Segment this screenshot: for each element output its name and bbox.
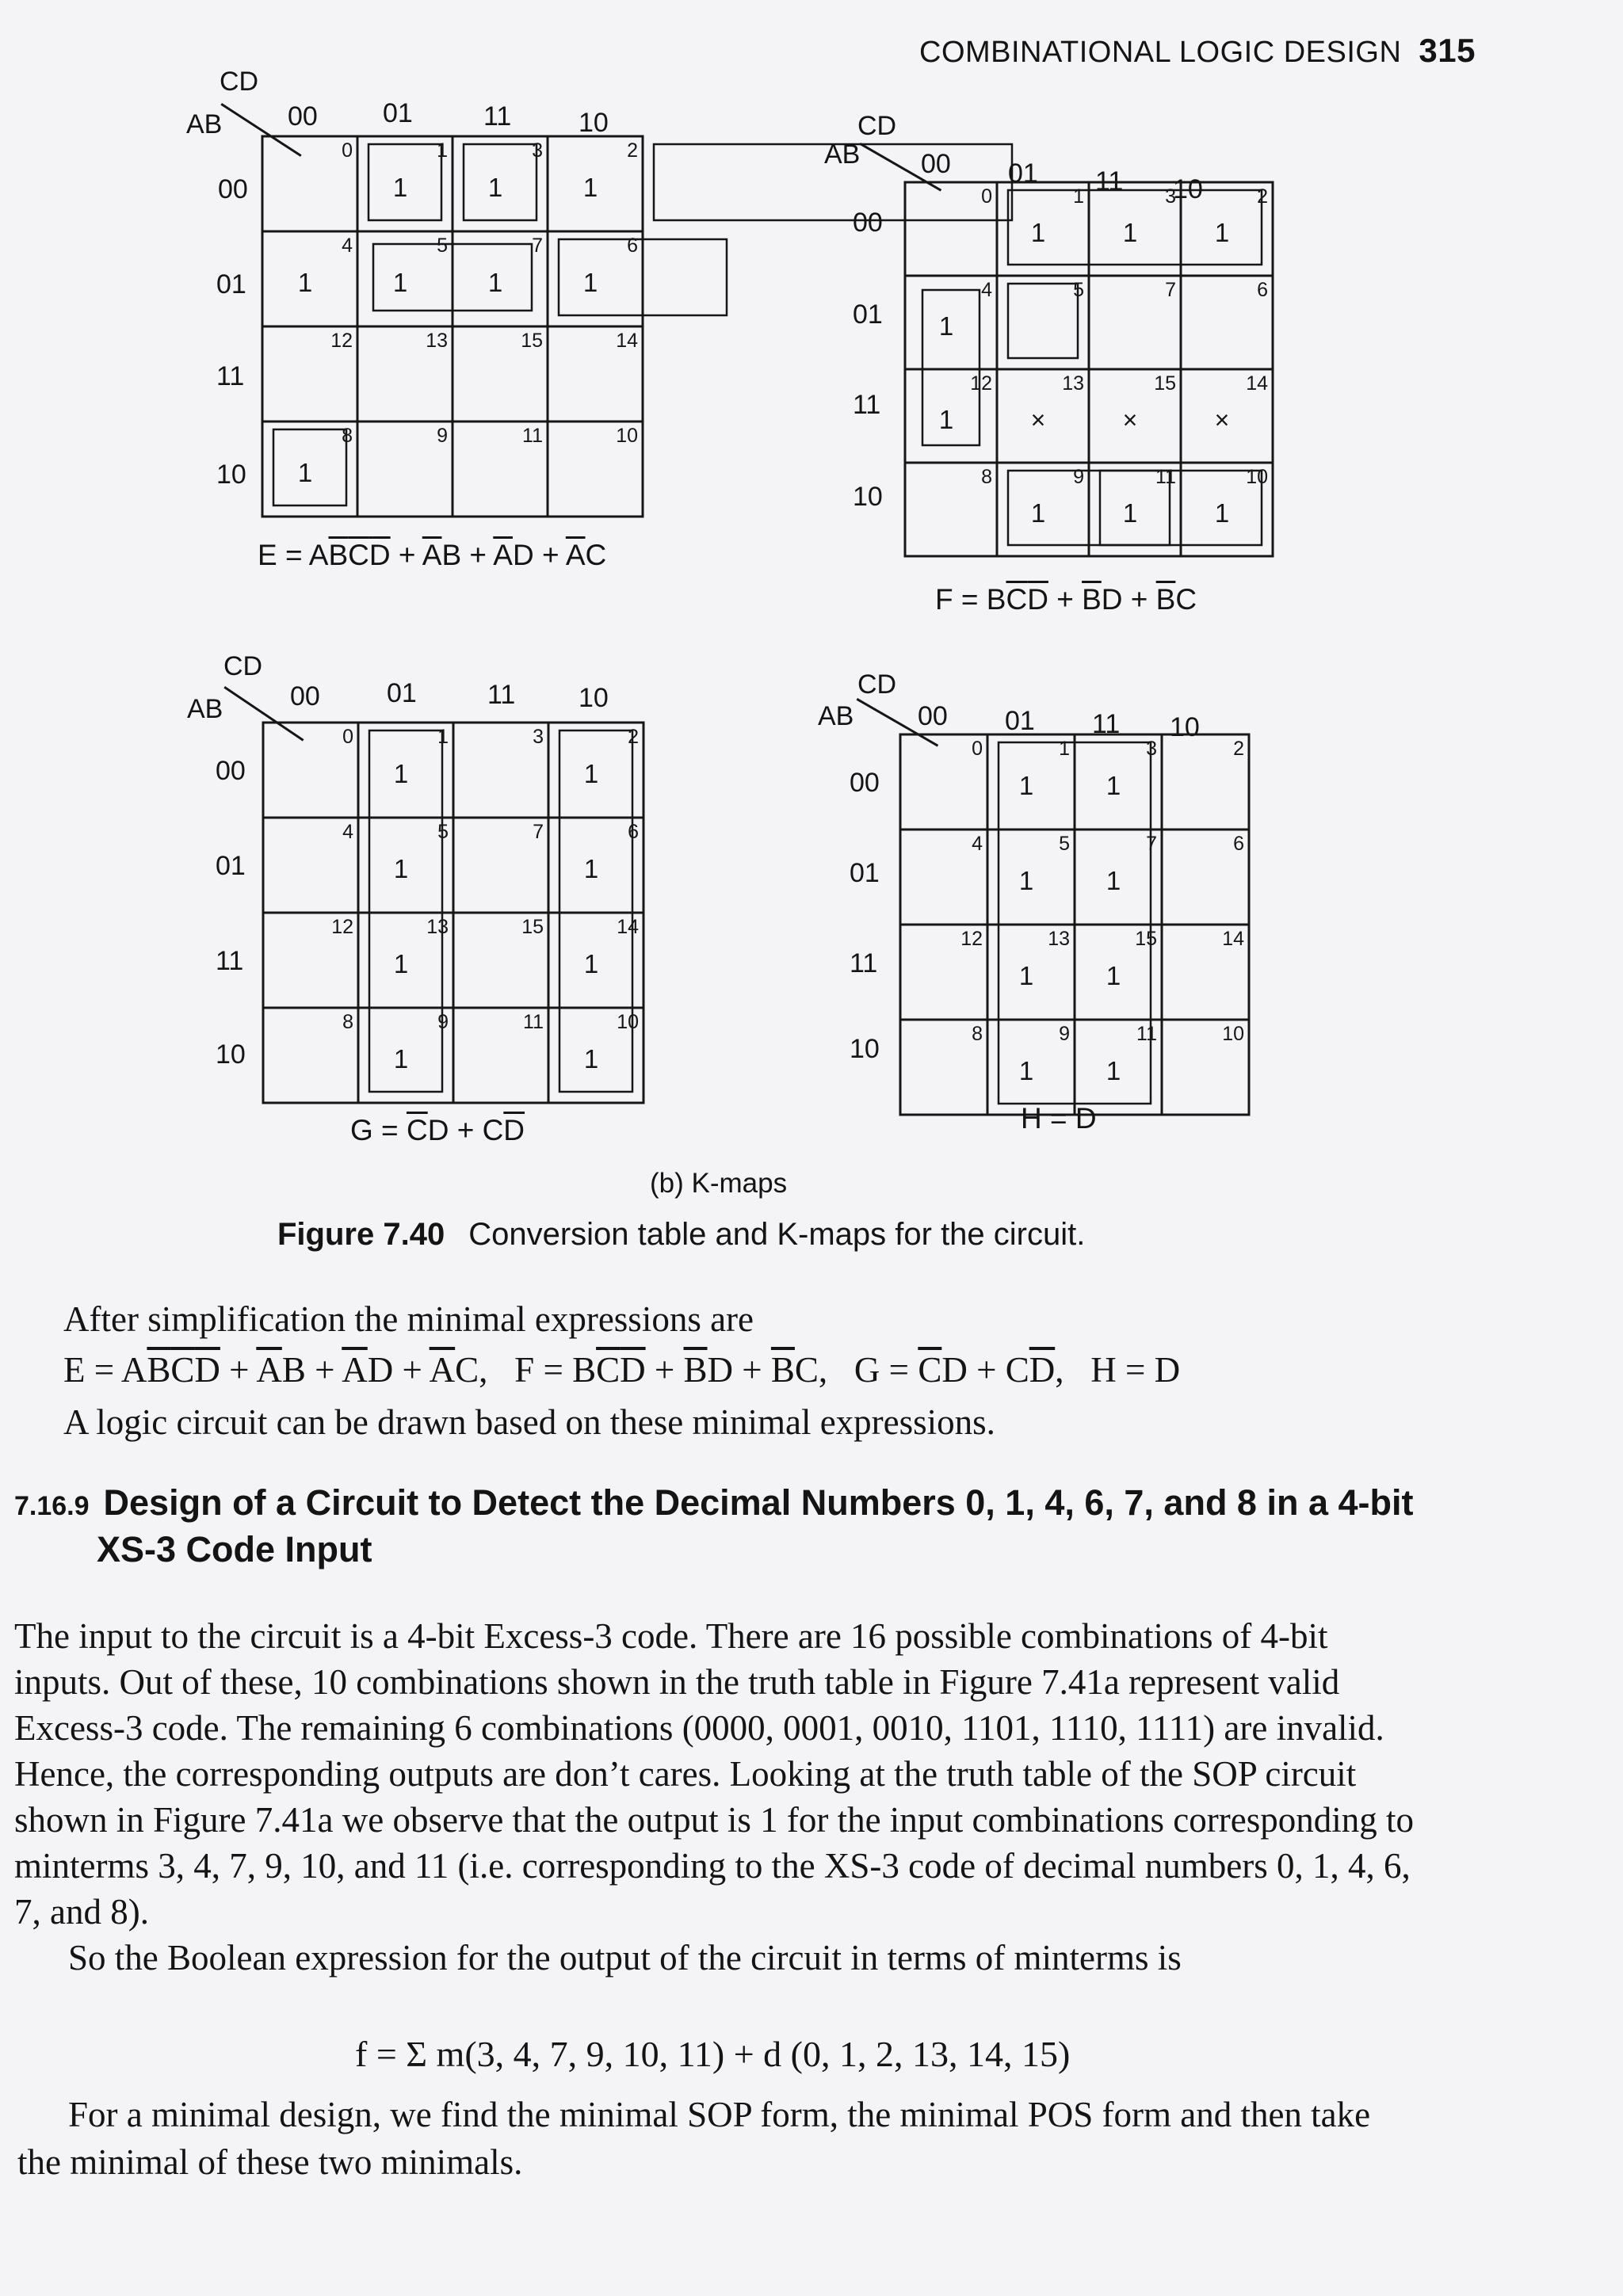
kmap-row-var: AB [186,109,223,139]
kmap-cell-index: 15 [521,330,543,352]
kmap-col-var: CD [857,111,897,141]
kmap-cell-index: 6 [1257,279,1268,301]
minterm-formula: f = Σ m(3, 4, 7, 9, 10, 11) + d (0, 1, 2, 13, 14, 15) [355,2034,1071,2074]
body-paragraph [14,1613,1441,1981]
section-heading [14,1480,1413,1573]
kmap-row-var: AB [187,694,223,724]
kmap-group-loop [1008,284,1078,358]
kmap-cell-index: 8 [342,425,353,447]
figure-caption [277,1217,1085,1253]
body-line: Excess-3 code. The remaining 6 combinations (0000, 0001, 0010, 1101, 1110, 1111) are invalid. [14,1708,1384,1748]
kmap-row-label: 01 [853,299,883,330]
kmap-cell-value: 1 [1122,498,1138,528]
kmap-cell-value: 1 [1018,866,1034,895]
kmap-cell-index: 9 [437,1011,449,1033]
kmap-cell-index: 5 [1073,279,1084,301]
kmap-cell-value: 1 [583,854,599,883]
kmap-col-label: 01 [1005,706,1035,736]
kmap-cell-value: 1 [1018,771,1034,800]
kmap-h [816,662,1308,1153]
kmap-cell-index: 6 [1233,833,1244,855]
dont-care-mark: × [1122,406,1138,434]
kmap-cell-index: 9 [437,425,448,447]
page-footer [0,2212,1623,2296]
page-number: 315 [1419,32,1476,69]
kmap-cell-value: 1 [1106,961,1121,990]
kmap-cell-index: 2 [1257,185,1268,208]
kmap-cell-index: 11 [1155,466,1176,488]
kmap-row-label: 11 [216,361,245,391]
kmap-cell-value: 1 [392,268,408,297]
kmap-cell-index: 11 [1136,1023,1157,1045]
kmap-cell-index: 2 [628,726,639,748]
kmap-row-label: 10 [216,460,246,490]
kmap-cell-value: 1 [297,458,313,487]
kmap-row-label: 00 [853,208,883,238]
kmap-cell-index: 13 [1062,372,1084,395]
kmap-equation: $F = B\overline{C}\overline{D} + \overline{B}D + \overline{B}C$ [935,583,1197,616]
kmap-cell-value: 1 [938,311,954,341]
kmap-cell-index: 11 [523,1011,544,1033]
closing-line-1: For a minimal design, we find the minimal SOP form, the minimal POS form and then take [68,2095,1371,2134]
kmap-g [182,650,674,1157]
dont-care-mark: × [1214,406,1230,434]
kmap-cell-index: 10 [617,1011,639,1033]
kmap-cell-value: 1 [1106,1056,1121,1085]
kmap-cell-index: 3 [1146,738,1157,760]
kmap-f [816,103,1308,642]
kmap-cell-index: 0 [981,185,992,208]
header-title: COMBINATIONAL LOGIC DESIGN [919,36,1402,69]
kmap-cell-index: 6 [627,235,638,257]
kmap-cell-value: 1 [1030,218,1046,247]
kmap-cell-value: 1 [1106,866,1121,895]
kmap-grid [182,650,674,1157]
kmap-cell-index: 14 [617,916,639,938]
kmap-cell-value: 1 [1214,218,1230,247]
section-number: 7.16.9 [14,1491,90,1521]
kmap-row-label: 11 [853,390,881,420]
body-line: The input to the circuit is a 4-bit Excess-3 code. There are 16 possible combinations of 4-bit [14,1616,1328,1656]
kmap-equation: H = D [1021,1102,1097,1135]
kmap-cell-index: 15 [521,916,544,938]
kmap-cell-index: 1 [1073,185,1084,208]
kmap-cell-index: 12 [960,928,983,950]
kmap-cell-value: 1 [583,759,599,788]
kmap-cell-index: 4 [972,833,983,855]
kmap-cell-value: 1 [1106,771,1121,800]
kmap-e [178,63,670,586]
kmap-cell-value: 1 [582,173,598,202]
kmap-cell-index: 3 [533,726,544,748]
kmap-cell-index: 14 [1222,928,1244,950]
kmap-grid [816,662,1308,1153]
kmap-cell-index: 7 [532,235,543,257]
kmap-cell-value: 1 [393,759,409,788]
body-line: shown in Figure 7.41a we observe that the output is 1 for the input combinations corresponding to [14,1800,1414,1840]
kmap-cell-index: 7 [533,821,544,843]
closing-line-2: the minimal of these two minimals. [17,2142,523,2182]
kmap-cell-value: 1 [392,173,408,202]
kmap-cell-index: 3 [1165,185,1176,208]
kmap-col-label: 11 [1092,709,1121,739]
kmap-cell-index: 11 [522,425,543,447]
kmap-cell-index: 4 [342,821,353,843]
kmap-cell-index: 5 [437,821,449,843]
kmap-cell-index: 0 [342,139,353,162]
dont-care-mark: × [1030,406,1046,434]
kmap-cell-value: 1 [938,405,954,434]
kmap-cell-index: 14 [1246,372,1268,395]
kmap-cell-value: 1 [1018,1056,1034,1085]
kmap-cell-value: 1 [393,1044,409,1074]
kmap-col-label: 11 [483,101,512,132]
kmap-cell-value: 1 [583,949,599,978]
kmap-cell-index: 10 [1222,1023,1244,1045]
body-line: Hence, the corresponding outputs are don’t cares. Looking at the truth table of the SOP circuit [14,1754,1357,1794]
kmap-cell-index: 0 [342,726,353,748]
kmap-cell-index: 0 [972,738,983,760]
kmap-cell-value: 1 [393,854,409,883]
kmap-cell-value: 1 [393,949,409,978]
kmap-row-label: 10 [216,1039,246,1070]
kmap-cell-index: 1 [1059,738,1070,760]
kmap-cell-value: 1 [487,173,503,202]
simplification-closing: A logic circuit can be drawn based on these minimal expressions. [63,1402,995,1442]
figure-caption-text: Conversion table and K-maps for the circuit. [468,1217,1086,1252]
kmap-cell-index: 8 [342,1011,353,1033]
kmap-col-var: CD [220,67,259,97]
kmap-cell-index: 14 [616,330,638,352]
kmap-cell-index: 10 [616,425,638,447]
kmap-col-label: 10 [1173,174,1203,204]
kmap-cell-index: 2 [627,139,638,162]
kmap-col-label: 10 [1170,712,1200,742]
kmap-row-label: 00 [218,174,248,204]
kmap-cell-index: 10 [1246,466,1268,488]
section-title-line1: Design of a Circuit to Detect the Decimal Numbers 0, 1, 4, 6, 7, and 8 in a 4-bit [103,1482,1414,1523]
kmap-row-label: 01 [850,858,880,888]
kmap-cell-value: 1 [582,268,598,297]
kmap-cell-value: 1 [583,1044,599,1074]
kmap-cell-index: 9 [1073,466,1084,488]
body-line: inputs. Out of these, 10 combinations shown in the truth table in Figure 7.41a represent valid [14,1662,1340,1702]
kmap-cell-index: 5 [437,235,448,257]
kmap-col-var: CD [857,669,897,700]
kmap-col-label: 00 [918,701,948,731]
kmap-col-label: 10 [579,683,609,713]
section-title-line2: XS-3 Code Input [97,1528,372,1569]
body-line: So the Boolean expression for the output of the circuit in terms of minterms is [68,1938,1182,1978]
simplification-intro: After simplification the minimal expressions are [63,1299,754,1339]
kmap-col-label: 01 [1008,158,1038,189]
kmap-col-label: 00 [288,101,318,132]
kmap-cell-index: 6 [628,821,639,843]
kmap-col-var: CD [223,651,263,681]
figure-label: Figure 7.40 [277,1217,445,1252]
kmap-equation: $E = A\overline{B}\overline{C}\overline{D} + \overline{A}B + \overline{A}D + \overline{A}C$ [258,539,607,571]
kmap-row-label: 10 [850,1034,880,1064]
kmap-col-label: 00 [921,149,951,179]
kmap-cell-value: 1 [1122,218,1138,247]
kmap-col-label: 01 [387,678,417,708]
body-line: 7, and 8). [14,1892,149,1932]
body-line: minterms 3, 4, 7, 9, 10, and 11 (i.e. corresponding to the XS-3 code of decimal numbers 0, 1, 4, 6, [14,1846,1411,1886]
kmap-cell-index: 8 [981,466,992,488]
kmap-cell-value: 1 [1214,498,1230,528]
kmap-cell-index: 12 [331,916,353,938]
kmap-col-label: 00 [290,681,320,711]
kmap-equation: $G = \overline{C}D + C\overline{D}$ [350,1114,525,1146]
kmap-col-label: 11 [487,680,516,710]
kmap-row-var: AB [818,701,854,731]
kmap-grid [816,103,1308,642]
kmap-cell-value: 1 [1018,961,1034,990]
kmap-cell-index: 2 [1233,738,1244,760]
kmap-cell-index: 9 [1059,1023,1070,1045]
kmap-row-label: 00 [850,768,880,798]
kmap-cell-index: 15 [1135,928,1157,950]
kmap-cell-index: 7 [1165,279,1176,301]
kmap-cell-index: 7 [1146,833,1157,855]
kmap-row-label: 11 [850,948,878,978]
kmap-grid [178,63,670,586]
kmap-cell-index: 3 [532,139,543,162]
kmap-row-label: 10 [853,482,883,512]
kmap-cell-index: 15 [1154,372,1176,395]
kmap-cell-index: 12 [970,372,992,395]
kmap-col-label: 10 [579,108,609,138]
kmap-cell-index: 12 [330,330,353,352]
kmap-cell-value: 1 [487,268,503,297]
kmap-row-var: AB [824,139,861,170]
kmap-col-label: 11 [1095,166,1124,196]
kmap-row-label: 00 [216,756,246,786]
kmap-cell-index: 4 [342,235,353,257]
simplification-expressions: $E = A\overline{B}\overline{C}\overline{D} + \overline{A}B + \overline{A}D + \overline{A}C$, $F = B\overline{C}\overline{D} + \overline{B}D + \overline{B}C$, $G = \overline{C}D + C\overline{D}$, H = D [63,1350,1181,1390]
kmap-cell-index: 13 [426,330,448,352]
kmap-cell-index: 13 [426,916,449,938]
kmap-col-label: 01 [383,98,413,128]
kmap-cell-index: 4 [981,279,992,301]
kmap-cell-value: 1 [1030,498,1046,528]
kmap-row-label: 01 [216,269,246,299]
kmap-cell-index: 1 [437,726,449,748]
kmap-cell-index: 8 [972,1023,983,1045]
kmaps-caption: (b) K-maps [650,1168,788,1199]
kmap-cell-value: 1 [297,268,313,297]
kmap-row-label: 01 [216,851,246,881]
kmap-cell-index: 13 [1048,928,1070,950]
kmap-cell-index: 1 [437,139,448,162]
running-header [919,32,1476,70]
kmap-row-label: 11 [216,946,244,976]
kmap-cell-index: 5 [1059,833,1070,855]
